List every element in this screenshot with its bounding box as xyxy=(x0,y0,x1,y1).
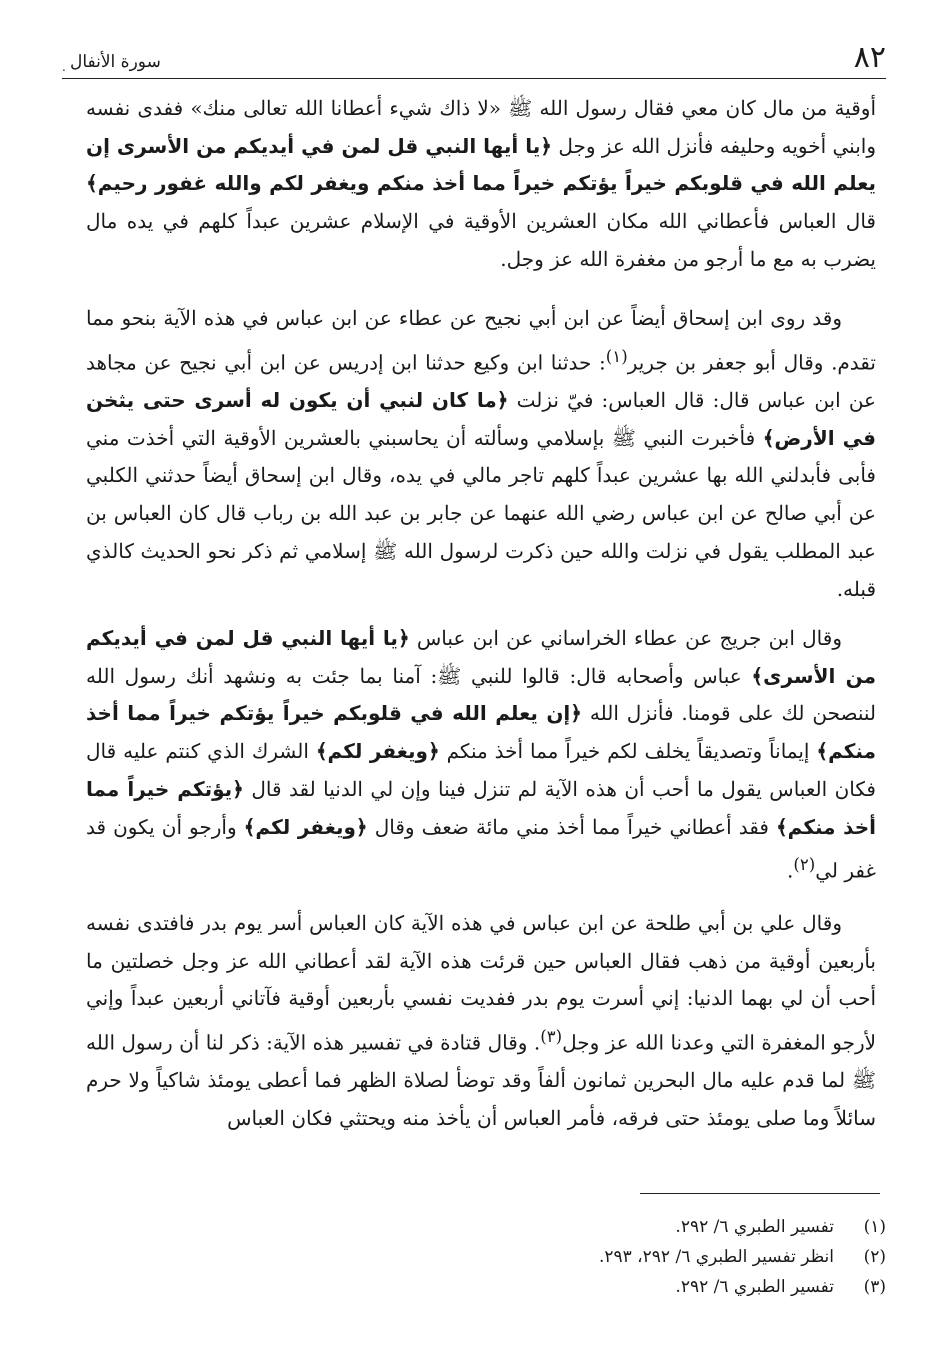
footnote-text: انظر تفسير الطبري ٦/ ٢٩٢، ٢٩٣. xyxy=(598,1247,834,1267)
text-span: عباس وأصحابه قال: قالوا للنبي ﷺ: آمنا بما جئت به ونشهد أنك رسول الله لننصحن لك على قومنا. فأنزل الله xyxy=(86,663,876,726)
footnotes xyxy=(66,1212,886,1302)
text-span: إيماناً وتصديقاً يخلف لكم خيراً مما أخذ منكم xyxy=(439,739,817,764)
paragraph-2 xyxy=(86,300,876,608)
text-span: فقد أعطاني خيراً مما أخذ مني مائة ضعف وقال xyxy=(367,814,776,839)
paragraph-3 xyxy=(86,620,876,891)
text-span: وقال علي بن أبي طلحة عن ابن عباس في هذه الآية كان العباس أسر يوم بدر فافتدى نفسه بأربعين أوقية من ذهب فقال العباس حين قرئت هذه الآية لقد أعطاني الله عز وجل خصلتين ما أحب أن لي بهما الدنيا: إني أسرت يوم بدر ففديت نفسي بأربعين أوقية فآتاني أربعين عبداً وإني لأرجو المغفرة التي وعدنا الله عز وجل xyxy=(86,911,877,1055)
paragraph-1 xyxy=(86,90,876,279)
quran-verse: ﴿ويغفر لكم﴾ xyxy=(243,814,368,839)
quran-verse: ﴿يا أيها النبي قل لمن في أيديكم من الأسرى إن يعلم الله في قلوبكم خيراً يؤتكم خيراً مما أخذ منكم ويغفر لكم والله غفور رحيم﴾ xyxy=(86,133,876,196)
footnote-number: (٣) xyxy=(863,1277,886,1297)
page-number: ٨٢ xyxy=(853,40,886,75)
page-header xyxy=(62,38,886,79)
footnote xyxy=(66,1272,886,1302)
text-span: أوقية من مال كان معي فقال رسول الله ﷺ «لا ذاك شيء أعطانا الله تعالى منك» ففدى نفسه وابني أخويه وحليفه فأنزل الله عز وجل xyxy=(86,96,876,158)
footnote-divider xyxy=(640,1193,880,1194)
footnote xyxy=(66,1212,886,1242)
text-span: : حدثنا ابن وكيع حدثنا ابن إدريس عن ابن أبي نجيح عن مجاهد عن ابن عباس قال: قال العباس: فيّ نزلت xyxy=(86,350,876,413)
footnote-marker: (١) xyxy=(605,346,628,366)
footnote-marker: (٢) xyxy=(793,855,816,875)
paragraph-4 xyxy=(86,905,876,1138)
quran-verse: ﴿يؤتكم خيراً مما أخذ منكم﴾ xyxy=(86,776,876,839)
text-span: . وقال قتادة في تفسير هذه الآية: ذكر لنا أن رسول الله ﷺ لما قدم عليه مال البحرين ثمانون ألفاً وقد توضأ لصلاة الظهر فما أعطى يومئذ شاكياً ولا حرم سائلاً وما صلى يومئذ حتى فرقه، فأمر العباس أن يأخذ منه ويحتثي فكان العباس xyxy=(86,1030,876,1131)
text-span: فأخبرت النبي ﷺ بإسلامي وسألته أن يحاسبني بالعشرين الأوقية التي أخذت مني فأبى فأبدلني الله بها عشرين عبداً كلهم تاجر مالي في يده، وقال ابن إسحاق أيضاً حدثني الكلبي عن أبي صالح عن ابن عباس رضي الله عنهما عن جابر بن عبد الله بن رباب قال كان العباس بن عبد المطلب يقول في نزلت والله حين ذكرت لرسول الله ﷺ إسلامي ثم ذكر نحو الحديث كالذي قبله. xyxy=(86,425,876,601)
footnote-marker: (٣) xyxy=(540,1027,563,1047)
quran-verse: ﴿يا أيها النبي قل لمن في أيديكم من الأسرى﴾ xyxy=(86,626,876,688)
text-span: قال العباس فأعطاني الله مكان العشرين الأوقية في الإسلام عشرين عبداً كلهم في يده مال يضرب به مع ما أرجو من مغفرة الله عز وجل. xyxy=(86,209,876,271)
text-span: وقال ابن جريج عن عطاء الخراساني عن ابن عباس xyxy=(409,626,842,650)
footnote-text: تفسير الطبري ٦/ ٢٩٢. xyxy=(675,1277,834,1297)
footnote-number: (١) xyxy=(863,1217,886,1237)
text-span: الشرك الذي كنتم عليه قال فكان العباس يقول ما أحب أن هذه الآية لم تنزل فينا وإن لي الدنيا لقد قال xyxy=(86,739,876,801)
text-span: وقد روى ابن إسحاق أيضاً عن ابن أبي نجيح عن عطاء عن ابن عباس في هذه الآية بنحو مما تقدم. وقال أبو جعفر بن جرير xyxy=(86,306,876,375)
text-span: . xyxy=(786,858,794,883)
quran-verse: ﴿ما كان لنبي أن يكون له أسرى حتى يثخن في الأرض﴾ xyxy=(86,388,876,450)
text-span: وأرجو أن يكون قد غفر لي xyxy=(86,814,876,883)
footnote-text: تفسير الطبري ٦/ ٢٩٢. xyxy=(675,1217,834,1237)
footnote-number: (٢) xyxy=(863,1247,886,1267)
header-dot: . xyxy=(62,60,66,74)
footnote xyxy=(66,1242,886,1272)
quran-verse: ﴿ويغفر لكم﴾ xyxy=(315,739,440,764)
running-title: سورة الأنفال xyxy=(70,52,161,72)
quran-verse: ﴿إن يعلم الله في قلوبكم خيراً يؤتكم خيراً مما أخذ منكم﴾ xyxy=(86,701,876,764)
